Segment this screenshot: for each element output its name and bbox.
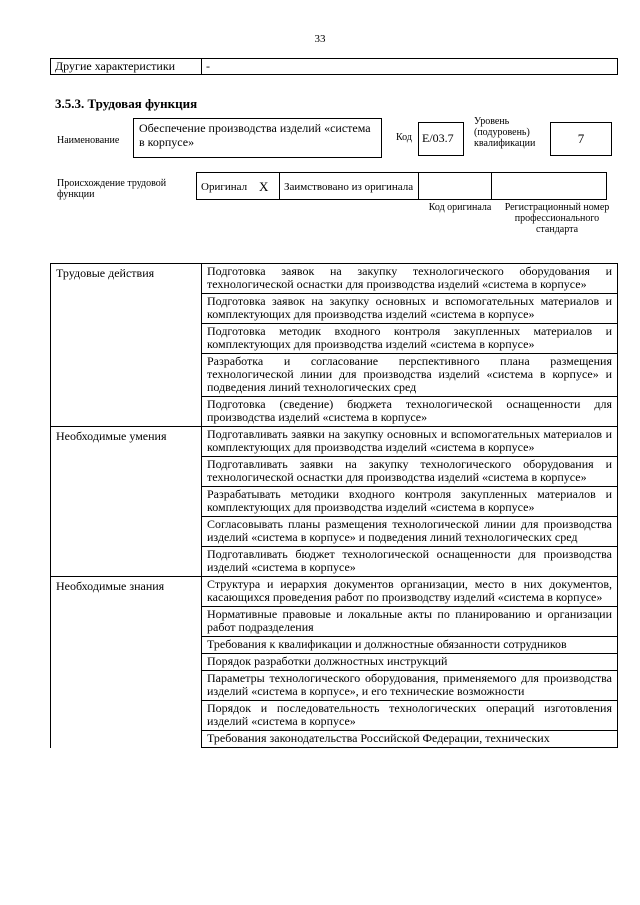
item-text: Подготовка методик входного контроля закупленных материалов и комплектующих для производства изделий «система в корпусе»: [202, 324, 618, 354]
other-characteristics-table: [50, 58, 618, 75]
category-label: Необходимые умения: [51, 427, 202, 577]
origin-borrowed-label: Заимствовано из оригинала: [280, 173, 419, 200]
item-text: Параметры технологического оборудования, применяемого для производства изделий «система в корпусе», и его технические возможности: [202, 671, 618, 701]
name-value: Обеспечение производства изделий «система в корпусе»: [133, 118, 382, 158]
item-text: Структура и иерархия документов организации, место в них документов, касающихся проведения работ по производству изделий «система в корпусе»: [202, 577, 618, 607]
item-text: Нормативные правовые и локальные акты по планированию и организации работ подразделения: [202, 607, 618, 637]
item-text: Разработка и согласование перспективного плана размещения технологической линии для производства изделий «система в корпусе» и подведения линий технологических сред: [202, 354, 618, 397]
origin-code-cell: [419, 173, 492, 200]
name-label: Наименование: [57, 135, 120, 146]
origin-label: Происхождение трудовой функции: [57, 178, 167, 200]
table-row: [51, 427, 618, 457]
item-text: Разрабатывать методики входного контроля закупленных материалов и комплектующих для производства изделий «система в корпусе»: [202, 487, 618, 517]
other-characteristics-value: -: [202, 59, 618, 75]
page-number: 33: [314, 33, 326, 45]
code-original-caption: Код оригинала: [428, 202, 492, 213]
item-text: Подготавливать заявки на закупку технологического оборудования и технологической оснастки для производства изделий «система в корпусе»: [202, 457, 618, 487]
item-text: Подготавливать заявки на закупку основных и вспомогательных материалов и комплектующих для производства изделий «система в корпусе»: [202, 427, 618, 457]
category-label: Необходимые знания: [51, 577, 202, 748]
table-row: [51, 264, 618, 294]
item-text: Порядок и последовательность технологических операций изготовления изделий «система в корпусе»: [202, 701, 618, 731]
item-text: Согласовывать планы размещения технологической линии для производства изделий «система в корпусе» и подведения линий технологических сред: [202, 517, 618, 547]
code-label: Код: [396, 132, 412, 143]
item-text: Подготовка (сведение) бюджета технологической оснащенности для производства изделий «система в корпусе»: [202, 397, 618, 427]
reg-number-caption: Регистрационный номер профессионального стандарта: [504, 202, 610, 235]
item-text: Требования законодательства Российской Федерации, технических: [202, 731, 618, 748]
code-value: E/03.7: [418, 122, 464, 156]
level-label: Уровень (подуровень) квалификации: [474, 116, 536, 149]
item-text: Подготавливать бюджет технологической оснащенности для производства изделий «система в корпусе»: [202, 547, 618, 577]
function-table: [50, 263, 618, 748]
level-value: 7: [550, 122, 612, 156]
origin-original-label: Оригинал: [197, 173, 260, 200]
item-text: Подготовка заявок на закупку основных и вспомогательных материалов и комплектующих для производства изделий «система в корпусе»: [202, 294, 618, 324]
category-label: Трудовые действия: [51, 264, 202, 427]
origin-table: [196, 172, 607, 200]
table-row: [51, 577, 618, 607]
origin-original-mark: X: [259, 173, 280, 200]
item-text: Порядок разработки должностных инструкций: [202, 654, 618, 671]
item-text: Подготовка заявок на закупку технологического оборудования и технологической оснастки для производства изделий «система в корпусе»: [202, 264, 618, 294]
other-characteristics-label: Другие характеристики: [51, 59, 202, 75]
section-title: 3.5.3. Трудовая функция: [55, 96, 198, 111]
origin-reg-cell: [492, 173, 607, 200]
item-text: Требования к квалификации и должностные обязанности сотрудников: [202, 637, 618, 654]
